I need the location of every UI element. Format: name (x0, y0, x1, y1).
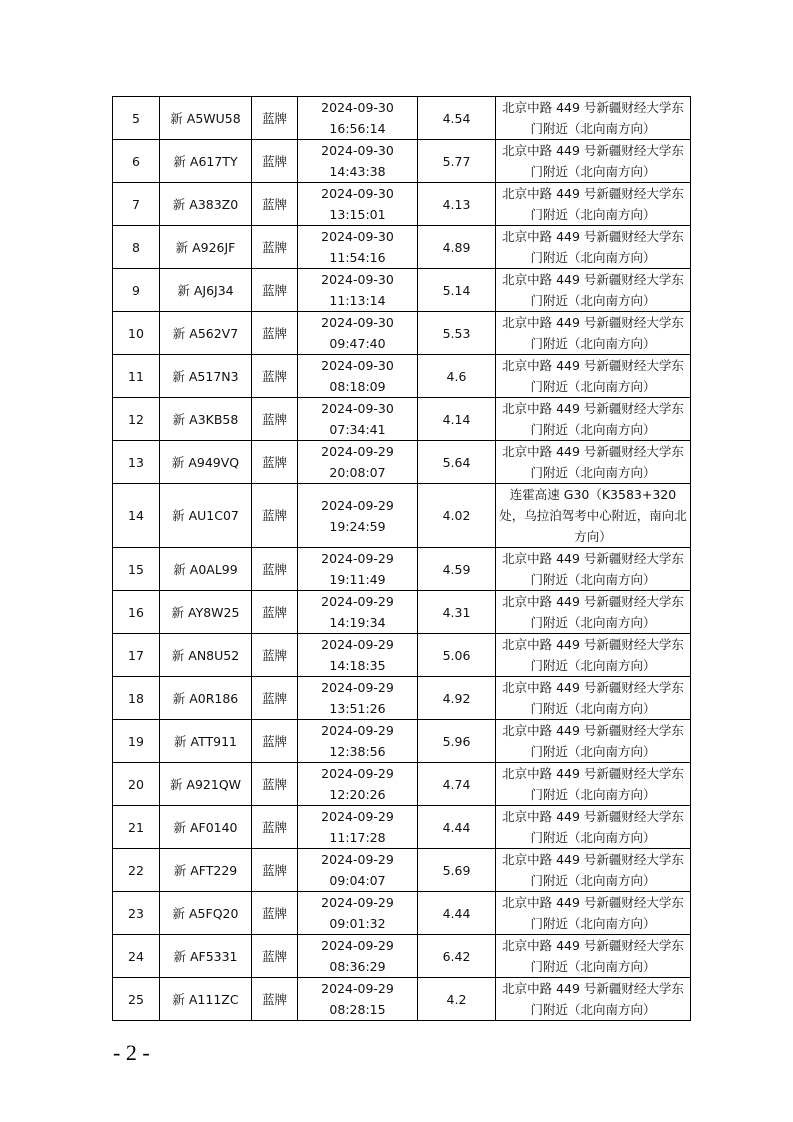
plate-number: 新 A5FQ20 (160, 892, 252, 935)
speed-value: 4.92 (418, 677, 496, 720)
capture-date: 2024-09-30 (321, 229, 394, 244)
capture-date: 2024-09-29 (321, 895, 394, 910)
capture-datetime (298, 634, 418, 677)
table-row (113, 935, 691, 978)
capture-location: 北京中路 449 号新疆财经大学东门附近（北向南方向） (496, 548, 691, 591)
plate-color: 蓝牌 (252, 183, 298, 226)
capture-datetime (298, 441, 418, 484)
plate-number: 新 AN8U52 (160, 634, 252, 677)
capture-time: 09:01:32 (329, 916, 386, 931)
capture-location: 北京中路 449 号新疆财经大学东门附近（北向南方向） (496, 720, 691, 763)
speed-value: 5.53 (418, 312, 496, 355)
row-number: 11 (113, 355, 160, 398)
capture-time: 09:47:40 (329, 336, 386, 351)
plate-color: 蓝牌 (252, 548, 298, 591)
table-row (113, 978, 691, 1021)
capture-time: 11:13:14 (329, 293, 386, 308)
table-row (113, 677, 691, 720)
plate-number: 新 A617TY (160, 140, 252, 183)
speed-value: 4.44 (418, 892, 496, 935)
row-number: 22 (113, 849, 160, 892)
table-row (113, 763, 691, 806)
capture-time: 09:04:07 (329, 873, 386, 888)
capture-time: 19:24:59 (329, 518, 386, 534)
speed-value: 4.13 (418, 183, 496, 226)
plate-color: 蓝牌 (252, 763, 298, 806)
table-body (113, 97, 691, 1021)
capture-time: 14:18:35 (329, 658, 386, 673)
capture-date: 2024-09-29 (321, 938, 394, 953)
plate-number: 新 ATT911 (160, 720, 252, 763)
plate-color: 蓝牌 (252, 355, 298, 398)
capture-date: 2024-09-30 (321, 358, 394, 373)
capture-datetime (298, 720, 418, 763)
capture-datetime (298, 548, 418, 591)
row-number: 20 (113, 763, 160, 806)
plate-number: 新 A111ZC (160, 978, 252, 1021)
capture-time: 19:11:49 (329, 572, 386, 587)
capture-date: 2024-09-30 (321, 401, 394, 416)
plate-color: 蓝牌 (252, 140, 298, 183)
capture-location: 北京中路 449 号新疆财经大学东门附近（北向南方向） (496, 591, 691, 634)
capture-time: 07:34:41 (329, 422, 386, 437)
plate-color: 蓝牌 (252, 312, 298, 355)
plate-number: 新 A921QW (160, 763, 252, 806)
table-row (113, 720, 691, 763)
speed-value: 4.31 (418, 591, 496, 634)
capture-location: 北京中路 449 号新疆财经大学东门附近（北向南方向） (496, 269, 691, 312)
speed-value: 5.96 (418, 720, 496, 763)
capture-date: 2024-09-29 (321, 723, 394, 738)
capture-datetime (298, 591, 418, 634)
plate-color: 蓝牌 (252, 720, 298, 763)
capture-time: 08:18:09 (329, 379, 386, 394)
capture-location: 北京中路 449 号新疆财经大学东门附近（北向南方向） (496, 183, 691, 226)
plate-number: 新 A3KB58 (160, 398, 252, 441)
plate-number: 新 A5WU58 (160, 97, 252, 140)
capture-date: 2024-09-29 (321, 444, 394, 459)
capture-location: 北京中路 449 号新疆财经大学东门附近（北向南方向） (496, 978, 691, 1021)
speed-value: 4.59 (418, 548, 496, 591)
capture-date: 2024-09-30 (321, 100, 394, 115)
plate-color: 蓝牌 (252, 226, 298, 269)
capture-time: 08:36:29 (329, 959, 386, 974)
capture-location: 北京中路 449 号新疆财经大学东门附近（北向南方向） (496, 97, 691, 140)
table-row (113, 484, 691, 548)
capture-location: 北京中路 449 号新疆财经大学东门附近（北向南方向） (496, 806, 691, 849)
capture-datetime (298, 484, 418, 548)
table-row (113, 140, 691, 183)
speed-value: 5.69 (418, 849, 496, 892)
speed-value: 4.44 (418, 806, 496, 849)
table-row (113, 591, 691, 634)
plate-color: 蓝牌 (252, 892, 298, 935)
row-number: 16 (113, 591, 160, 634)
table-row (113, 548, 691, 591)
row-number: 8 (113, 226, 160, 269)
capture-datetime (298, 97, 418, 140)
speed-value: 4.74 (418, 763, 496, 806)
plate-color: 蓝牌 (252, 591, 298, 634)
table-row (113, 806, 691, 849)
table-row (113, 398, 691, 441)
plate-color: 蓝牌 (252, 484, 298, 548)
capture-date: 2024-09-29 (321, 766, 394, 781)
capture-time: 13:15:01 (329, 207, 386, 222)
capture-datetime (298, 806, 418, 849)
capture-location: 北京中路 449 号新疆财经大学东门附近（北向南方向） (496, 677, 691, 720)
row-number: 18 (113, 677, 160, 720)
plate-color: 蓝牌 (252, 806, 298, 849)
capture-time: 11:54:16 (329, 250, 386, 265)
row-number: 6 (113, 140, 160, 183)
speed-value: 5.64 (418, 441, 496, 484)
row-number: 12 (113, 398, 160, 441)
table-row (113, 183, 691, 226)
capture-datetime (298, 978, 418, 1021)
table-row (113, 355, 691, 398)
capture-time: 13:51:26 (329, 701, 386, 716)
table-row (113, 634, 691, 677)
capture-datetime (298, 355, 418, 398)
plate-number: 新 A562V7 (160, 312, 252, 355)
capture-datetime (298, 849, 418, 892)
row-number: 24 (113, 935, 160, 978)
capture-location: 北京中路 449 号新疆财经大学东门附近（北向南方向） (496, 441, 691, 484)
plate-number: 新 AFT229 (160, 849, 252, 892)
row-number: 15 (113, 548, 160, 591)
plate-color: 蓝牌 (252, 677, 298, 720)
capture-location: 北京中路 449 号新疆财经大学东门附近（北向南方向） (496, 226, 691, 269)
capture-date: 2024-09-29 (321, 981, 394, 996)
capture-time: 11:17:28 (329, 830, 386, 845)
capture-datetime (298, 935, 418, 978)
table-row (113, 892, 691, 935)
plate-color: 蓝牌 (252, 269, 298, 312)
speed-value: 5.06 (418, 634, 496, 677)
table-row (113, 269, 691, 312)
plate-color: 蓝牌 (252, 97, 298, 140)
capture-datetime (298, 677, 418, 720)
plate-number: 新 A949VQ (160, 441, 252, 484)
plate-number: 新 A0R186 (160, 677, 252, 720)
row-number: 25 (113, 978, 160, 1021)
capture-location: 北京中路 449 号新疆财经大学东门附近（北向南方向） (496, 312, 691, 355)
capture-date: 2024-09-29 (321, 852, 394, 867)
capture-date: 2024-09-29 (321, 594, 394, 609)
row-number: 5 (113, 97, 160, 140)
capture-location: 北京中路 449 号新疆财经大学东门附近（北向南方向） (496, 398, 691, 441)
capture-date: 2024-09-29 (321, 497, 394, 513)
capture-datetime (298, 269, 418, 312)
capture-date: 2024-09-29 (321, 809, 394, 824)
speed-value: 4.14 (418, 398, 496, 441)
row-number: 19 (113, 720, 160, 763)
plate-number: 新 A0AL99 (160, 548, 252, 591)
capture-time: 08:28:15 (329, 1002, 386, 1017)
speed-value: 6.42 (418, 935, 496, 978)
row-number: 10 (113, 312, 160, 355)
capture-location: 北京中路 449 号新疆财经大学东门附近（北向南方向） (496, 892, 691, 935)
page-number: - 2 - (113, 1040, 150, 1065)
capture-time: 12:20:26 (329, 787, 386, 802)
capture-time: 12:38:56 (329, 744, 386, 759)
table-row (113, 226, 691, 269)
table-row (113, 312, 691, 355)
capture-datetime (298, 763, 418, 806)
plate-number: 新 AF0140 (160, 806, 252, 849)
capture-location: 北京中路 449 号新疆财经大学东门附近（北向南方向） (496, 355, 691, 398)
plate-color: 蓝牌 (252, 634, 298, 677)
row-number: 13 (113, 441, 160, 484)
capture-time: 14:19:34 (329, 615, 386, 630)
capture-date: 2024-09-29 (321, 551, 394, 566)
plate-number: 新 AF5331 (160, 935, 252, 978)
capture-date: 2024-09-29 (321, 637, 394, 652)
plate-color: 蓝牌 (252, 441, 298, 484)
capture-time: 14:43:38 (329, 164, 386, 179)
plate-number: 新 AJ6J34 (160, 269, 252, 312)
capture-datetime (298, 398, 418, 441)
speed-value: 4.89 (418, 226, 496, 269)
table-row (113, 97, 691, 140)
plate-number: 新 AU1C07 (160, 484, 252, 548)
capture-time: 20:08:07 (329, 465, 386, 480)
table-row (113, 441, 691, 484)
table-row (113, 849, 691, 892)
speed-value: 5.14 (418, 269, 496, 312)
capture-datetime (298, 140, 418, 183)
plate-number: 新 A383Z0 (160, 183, 252, 226)
row-number: 17 (113, 634, 160, 677)
capture-datetime (298, 226, 418, 269)
speed-value: 4.2 (418, 978, 496, 1021)
capture-location: 北京中路 449 号新疆财经大学东门附近（北向南方向） (496, 849, 691, 892)
plate-number: 新 A517N3 (160, 355, 252, 398)
plate-color: 蓝牌 (252, 398, 298, 441)
capture-date: 2024-09-30 (321, 315, 394, 330)
capture-location: 北京中路 449 号新疆财经大学东门附近（北向南方向） (496, 634, 691, 677)
capture-date: 2024-09-30 (321, 272, 394, 287)
capture-datetime (298, 892, 418, 935)
speed-value: 4.02 (418, 484, 496, 548)
speed-value: 4.54 (418, 97, 496, 140)
plate-color: 蓝牌 (252, 935, 298, 978)
plate-number: 新 A926JF (160, 226, 252, 269)
violation-records-table (112, 96, 691, 1021)
row-number: 9 (113, 269, 160, 312)
capture-date: 2024-09-30 (321, 186, 394, 201)
capture-location: 北京中路 449 号新疆财经大学东门附近（北向南方向） (496, 140, 691, 183)
capture-datetime (298, 183, 418, 226)
capture-date: 2024-09-30 (321, 143, 394, 158)
capture-datetime (298, 312, 418, 355)
row-number: 14 (113, 484, 160, 548)
speed-value: 5.77 (418, 140, 496, 183)
plate-color: 蓝牌 (252, 978, 298, 1021)
capture-location: 北京中路 449 号新疆财经大学东门附近（北向南方向） (496, 763, 691, 806)
plate-number: 新 AY8W25 (160, 591, 252, 634)
speed-value: 4.6 (418, 355, 496, 398)
row-number: 21 (113, 806, 160, 849)
row-number: 7 (113, 183, 160, 226)
capture-time: 16:56:14 (329, 121, 386, 136)
capture-date: 2024-09-29 (321, 680, 394, 695)
row-number: 23 (113, 892, 160, 935)
plate-color: 蓝牌 (252, 849, 298, 892)
capture-location: 连霍高速 G30（K3583+320 处，乌拉泊驾考中心附近，南向北方向） (496, 484, 691, 548)
capture-location: 北京中路 449 号新疆财经大学东门附近（北向南方向） (496, 935, 691, 978)
